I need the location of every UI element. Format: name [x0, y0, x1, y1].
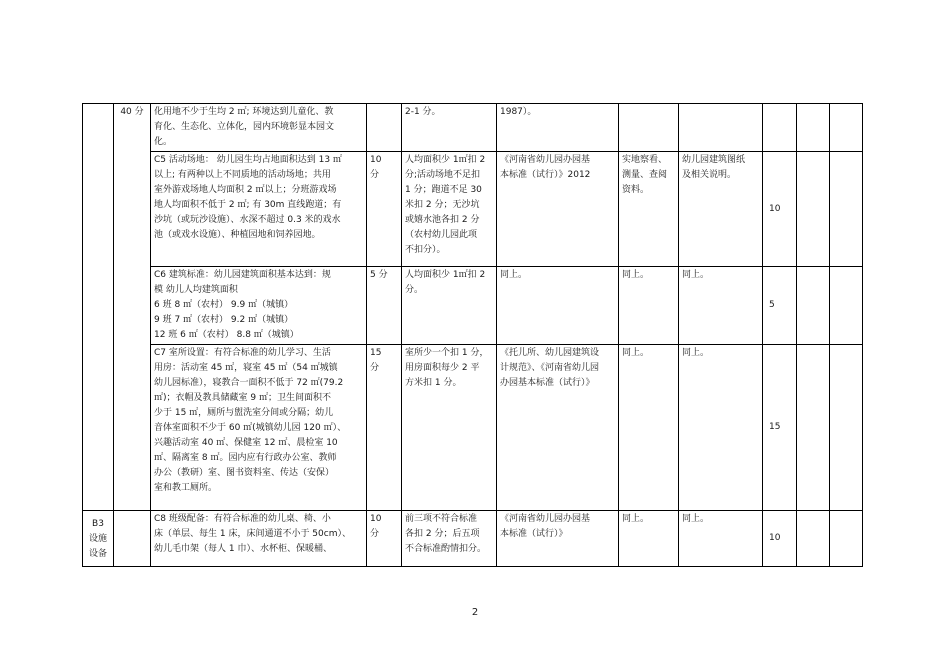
criteria-cell: [151, 511, 367, 567]
deduction-cell-line: 米扣 2 分；无沙坑: [405, 200, 480, 210]
basis-cell: [497, 511, 619, 567]
criteria-cell-line: 室外游戏场地人均面积 2 ㎡以上；分班游戏场: [154, 185, 337, 195]
deduction-cell-line: 各扣 2 分；后五项: [405, 529, 480, 539]
deduction-cell-line: 不扣分）。: [405, 245, 446, 255]
method-cell: [619, 104, 679, 152]
table-row: [83, 511, 863, 567]
category-cell-b3-text: B3 设施 设备: [88, 519, 107, 559]
blank-cell: [830, 152, 863, 267]
blank-cell: [797, 345, 830, 511]
criteria-cell-line: ㎡、隔离室 8 ㎡。园内应有行政办公室、教师: [154, 453, 337, 463]
deduction-cell: [402, 345, 497, 511]
criteria-cell-line: 办公（教研）室、图书资料室、传达（安保）: [154, 468, 335, 478]
score-cell: [367, 511, 402, 567]
evaluation-table: [82, 103, 863, 567]
score-cell: [367, 152, 402, 267]
blank-cell: [830, 267, 863, 345]
deduction-cell-line: 分。: [405, 285, 424, 295]
score-cell: [367, 345, 402, 511]
score-cell: [367, 104, 402, 152]
basis-cell: [497, 104, 619, 152]
deduction-cell-line: 1 分；跑道不足 30: [405, 185, 482, 195]
deduction-cell-line: 2-1 分。: [405, 107, 441, 117]
table-row: [83, 345, 863, 511]
deduction-cell: [402, 152, 497, 267]
given-score-cell-text: 5: [769, 300, 775, 310]
deduction-cell-line: 人均面积少 1㎡扣 2: [405, 155, 486, 165]
basis-cell-line: 计规范》、《河南省幼儿园: [500, 363, 600, 373]
deduction-cell-line: 方米扣 1 分。: [405, 378, 462, 388]
table-row: [83, 104, 863, 152]
deduction-cell-line: 室所少一个扣 1 分，: [405, 348, 489, 358]
method-cell-line: 实地察看、: [622, 155, 668, 165]
criteria-cell-line: 幼儿园标准），寝教合一面积不低于 72 ㎡(79.2: [154, 378, 344, 388]
category-cell-b3: [83, 511, 114, 567]
material-cell: [679, 152, 763, 267]
material-cell-line: 同上。: [682, 270, 710, 280]
given-score-cell: [763, 152, 797, 267]
deduction-cell-line: 不合标准酌情扣分。: [405, 544, 487, 554]
given-score-cell: [763, 267, 797, 345]
criteria-cell-line: 兴趣活动室 40 ㎡、保健室 12 ㎡、晨检室 10: [154, 438, 338, 448]
deduction-cell-line: （农村幼儿园此项: [405, 230, 478, 240]
given-score-cell: [763, 104, 797, 152]
criteria-cell-line: 地人均面积不低于 2 ㎡; 有 30m 直线跑道；有: [154, 200, 342, 210]
criteria-cell-line: 池（或戏水设施）、种植园地和饲养园地。: [154, 230, 321, 240]
criteria-cell-line: 用房：活动室 45 ㎡，寝室 45 ㎡（54 ㎡城镇: [154, 363, 338, 373]
score-cell-text: 10 分: [370, 155, 382, 180]
score-cell-text: 5 分: [370, 270, 388, 280]
criteria-cell-line: 化。: [154, 137, 173, 147]
criteria-cell: [151, 152, 367, 267]
criteria-cell-line: 以上; 有两种以上不同质地的活动场地；共用: [154, 170, 331, 180]
deduction-cell-line: 分;活动场地不足扣: [405, 170, 481, 180]
basis-cell-line: 《河南省幼儿园办园基: [500, 514, 591, 524]
basis-cell: [497, 345, 619, 511]
blank-cell: [797, 511, 830, 567]
material-cell: [679, 104, 763, 152]
score-cell-text: 10 分: [370, 514, 382, 539]
material-cell-line: 同上。: [682, 514, 710, 524]
method-cell-line: 资料。: [622, 185, 650, 195]
criteria-cell: [151, 104, 367, 152]
blank-cell: [830, 345, 863, 511]
deduction-cell-line: 用房面积每少 2 平: [405, 363, 480, 373]
criteria-cell-line: 幼儿毛巾架（每人 1 巾）、水杯柜、保暖桶、: [154, 544, 332, 554]
basis-cell-line: 办园基本标准（试行）》: [500, 378, 595, 388]
given-score-cell-text: 15: [769, 422, 781, 432]
criteria-cell-line: 6 班 8 ㎡（农村） 9.9 ㎡（城镇）: [154, 300, 294, 310]
method-cell-line: 同上。: [622, 514, 650, 524]
basis-cell-line: 本标准（试行）》: [500, 529, 568, 539]
material-cell: [679, 511, 763, 567]
basis-cell: [497, 267, 619, 345]
method-cell: [619, 345, 679, 511]
score-cell: [367, 267, 402, 345]
criteria-cell-line: C7 室所设置：有符合标准的幼儿学习、生活: [154, 348, 331, 358]
material-cell-line: 及相关说明。: [682, 170, 737, 180]
criteria-cell-line: 少于 15 ㎡，厕所与盥洗室分间或分隔；幼儿: [154, 408, 334, 418]
page-number: 2: [471, 607, 479, 618]
criteria-cell-line: 12 班 6 ㎡（农村） 8.8 ㎡（城镇）: [154, 330, 299, 340]
deduction-cell: [402, 267, 497, 345]
deduction-cell: [402, 511, 497, 567]
blank-cell: [797, 152, 830, 267]
criteria-cell-line: 育化、生态化、立体化，园内环境彰显本园文: [154, 122, 335, 132]
criteria-cell-line: C6 建筑标准：幼儿园建筑面积基本达到：规: [154, 270, 331, 280]
criteria-cell-line: 化用地不少于生均 2 ㎡; 环境达到儿童化、教: [154, 107, 334, 117]
material-cell-line: 同上。: [682, 348, 710, 358]
criteria-cell-line: 沙坑（或玩沙设施）、水深不超过 0.3 米的戏水: [154, 215, 341, 225]
score-cell-text: 15 分: [370, 348, 382, 373]
deduction-cell-line: 人均面积少 1㎡扣 2: [405, 270, 486, 280]
points-cell: [114, 104, 151, 511]
criteria-cell: [151, 267, 367, 345]
basis-cell-line: 《河南省幼儿园办园基: [500, 155, 591, 165]
table-body: [83, 104, 863, 567]
given-score-cell: [763, 345, 797, 511]
deduction-cell-line: 前三项不符合标准: [405, 514, 478, 524]
criteria-cell: [151, 345, 367, 511]
method-cell: [619, 267, 679, 345]
table-row: [83, 152, 863, 267]
blank-cell: [830, 511, 863, 567]
deduction-cell-line: 或嬉水池各扣 2 分: [405, 215, 480, 225]
method-cell-line: 同上。: [622, 348, 650, 358]
blank-cell: [797, 104, 830, 152]
material-cell: [679, 345, 763, 511]
criteria-cell-line: 室和教工厕所。: [154, 483, 218, 493]
method-cell: [619, 511, 679, 567]
given-score-cell: [763, 511, 797, 567]
basis-cell-line: 同上。: [500, 270, 528, 280]
basis-cell-line: 本标准（试行）》2012: [500, 170, 591, 180]
table-row: [83, 267, 863, 345]
basis-cell: [497, 152, 619, 267]
criteria-cell-line: 9 班 7 ㎡（农村） 9.2 ㎡（城镇）: [154, 315, 294, 325]
criteria-cell-line: C8 班级配备：有符合标准的幼儿桌、椅、小: [154, 514, 331, 524]
points-cell-text: 40 分: [120, 107, 144, 117]
material-cell-line: 幼儿园建筑图纸: [682, 155, 746, 165]
basis-cell-line: 《托儿所、幼儿园建筑设: [500, 348, 600, 358]
deduction-cell: [402, 104, 497, 152]
category-cell: [83, 104, 114, 511]
blank-cell: [797, 267, 830, 345]
method-cell-line: 同上。: [622, 270, 650, 280]
criteria-cell-line: ㎡)；衣帽及教具储藏室 9 ㎡；卫生间面积不: [154, 393, 331, 403]
blank-cell: [830, 104, 863, 152]
method-cell: [619, 152, 679, 267]
criteria-cell-line: 床（单层、每生 1 床，床间通道不小于 50cm）、: [154, 529, 351, 539]
given-score-cell-text: 10: [769, 203, 781, 214]
criteria-cell-line: 模 幼儿人均建筑面积: [154, 285, 238, 295]
points-cell: [114, 511, 151, 567]
criteria-cell-line: C5 活动场地： 幼儿园生均占地面积达到 13 ㎡: [154, 155, 342, 165]
method-cell-line: 测量、查阅: [622, 170, 668, 180]
material-cell: [679, 267, 763, 345]
given-score-cell-text: 10: [769, 533, 781, 543]
basis-cell-line: 1987）。: [500, 107, 537, 117]
criteria-cell-line: 音体室面积不少于 60 ㎡(城镇幼儿园 120 ㎡）、: [154, 423, 347, 433]
